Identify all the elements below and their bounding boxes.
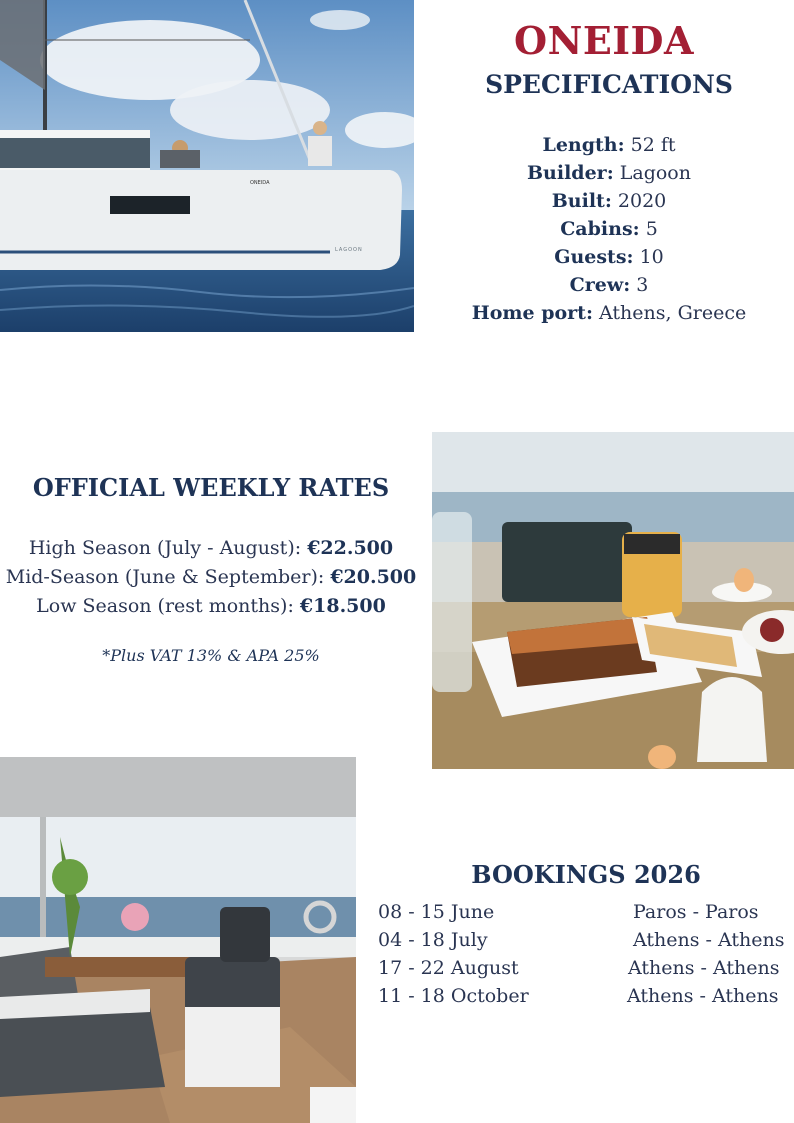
spec-value: 5 xyxy=(645,218,658,240)
spec-home-port xyxy=(414,299,794,327)
booking-row xyxy=(378,929,794,957)
booking-route: Athens - Athens xyxy=(633,929,785,951)
rate-price: €22.500 xyxy=(307,537,394,559)
booking-row xyxy=(378,901,794,929)
rate-high-season xyxy=(0,534,422,563)
specifications-list xyxy=(414,131,794,327)
booking-dates: 08 - 15 June xyxy=(378,901,495,923)
rate-low-season xyxy=(0,592,422,621)
spec-value: 2020 xyxy=(617,190,667,212)
spec-crew xyxy=(414,271,794,299)
spec-cabins xyxy=(414,215,794,243)
spec-guests xyxy=(414,243,794,271)
breakfast-photo xyxy=(432,432,794,769)
spec-label: Guests: xyxy=(554,246,634,268)
yacht-photo xyxy=(0,0,414,332)
weekly-rates-heading: OFFICIAL WEEKLY RATES xyxy=(32,473,390,502)
yacht-name-plate: ONEIDA xyxy=(250,180,270,186)
rate-label: Low Season (rest months): xyxy=(36,595,294,617)
spec-label: Builder: xyxy=(527,162,614,184)
spec-builder xyxy=(414,159,794,187)
rate-price: €18.500 xyxy=(299,595,386,617)
booking-row xyxy=(378,985,794,1013)
booking-dates: 04 - 18 July xyxy=(378,929,488,951)
spec-label: Cabins: xyxy=(560,218,640,240)
booking-route: Athens - Athens xyxy=(628,957,780,979)
spec-value: Athens, Greece xyxy=(599,302,747,324)
spec-length xyxy=(414,131,794,159)
rate-label: Mid-Season (June & September): xyxy=(5,566,325,588)
spec-label: Built: xyxy=(551,190,612,212)
yacht-brand-mark: LAGOON xyxy=(335,247,363,253)
spec-label: Length: xyxy=(542,134,625,156)
spec-value: 10 xyxy=(639,246,664,268)
specifications-heading: SPECIFICATIONS xyxy=(485,70,733,99)
rate-mid-season xyxy=(0,563,422,592)
rate-price: €20.500 xyxy=(330,566,417,588)
booking-row xyxy=(378,957,794,985)
deck-photo xyxy=(0,757,356,1123)
booking-route: Paros - Paros xyxy=(633,901,759,923)
spec-built xyxy=(414,187,794,215)
vat-note: *Plus VAT 13% & APA 25% xyxy=(102,646,320,665)
booking-route: Athens - Athens xyxy=(627,985,779,1007)
bookings-list xyxy=(378,901,794,1013)
spec-label: Crew: xyxy=(569,274,631,296)
spec-label: Home port: xyxy=(471,302,593,324)
bookings-heading: BOOKINGS 2026 xyxy=(471,860,701,889)
yacht-title: ONEIDA xyxy=(513,18,694,63)
booking-dates: 11 - 18 October xyxy=(378,985,529,1007)
spec-value: 3 xyxy=(636,274,649,296)
booking-dates: 17 - 22 August xyxy=(378,957,519,979)
spec-value: 52 ft xyxy=(630,134,676,156)
spec-value: Lagoon xyxy=(619,162,691,184)
weekly-rates-list xyxy=(0,534,422,621)
rate-label: High Season (July - August): xyxy=(28,537,302,559)
